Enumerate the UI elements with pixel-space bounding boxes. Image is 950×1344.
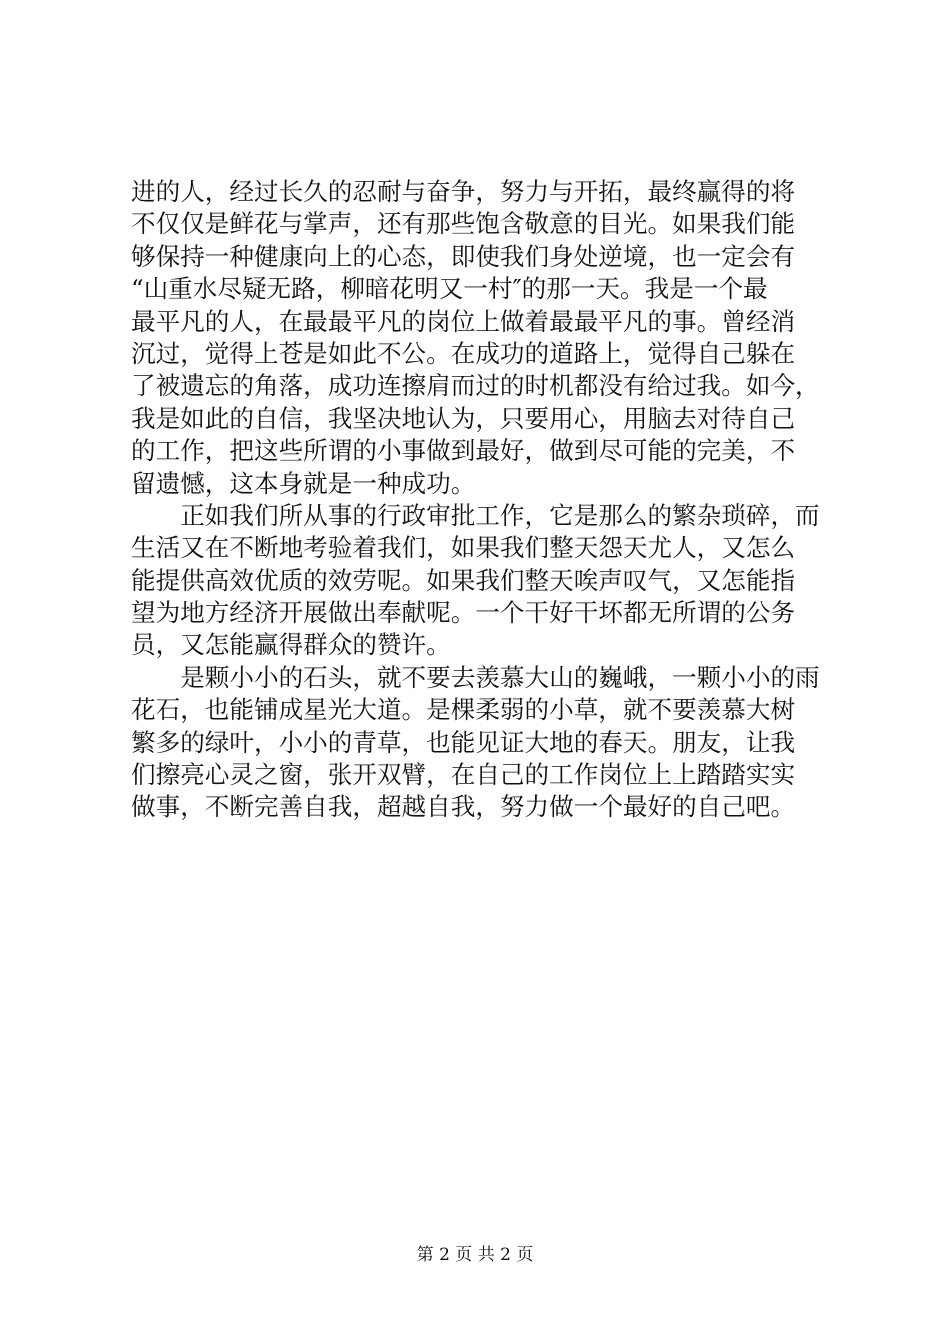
body-text [131, 176, 831, 824]
text-line: 做事，不断完善自我，超越自我，努力做一个最好的自己吧。 [131, 792, 796, 822]
text-line: 员，又怎能赢得群众的赞许。 [131, 630, 451, 660]
text-line: 够保持一种健康向上的心态，即使我们身处逆境，也一定会有 [131, 241, 796, 271]
text-line: 是颗小小的石头，就不要去羡慕大山的巍峨，一颗小小的雨 [131, 662, 820, 692]
text-line: 望为地方经济开展做出奉献呢。一个干好干坏都无所谓的公务 [131, 598, 796, 628]
text-line: 正如我们所从事的行政审批工作，它是那么的繁杂琐碎，而 [131, 500, 820, 530]
text-line: 不仅仅是鲜花与掌声，还有那些饱含敬意的目光。如果我们能 [131, 209, 796, 239]
text-line: 们擦亮心灵之窗，张开双臂，在自己的工作岗位上上踏踏实实 [131, 760, 796, 790]
text-line: 沉过，觉得上苍是如此不公。在成功的道路上，觉得自己躲在 [131, 338, 796, 368]
text-line: 生活又在不断地考验着我们，如果我们整天怨天尤人，又怎么 [131, 533, 796, 563]
text-line: 能提供高效优质的效劳呢。如果我们整天唉声叹气，又怎能指 [131, 565, 796, 595]
text-line: 最平凡的人，在最最平凡的岗位上做着最最平凡的事。曾经消 [131, 306, 796, 336]
text-line: 进的人，经过长久的忍耐与奋争，努力与开拓，最终赢得的将 [131, 177, 796, 206]
text-line: 的工作，把这些所谓的小事做到最好，做到尽可能的完美，不 [131, 436, 796, 466]
text-line: 我是如此的自信，我坚决地认为，只要用心，用脑去对待自己 [131, 403, 796, 433]
page-number-footer: 第 2 页 共 2 页 [416, 1245, 534, 1265]
text-line: “山重水尽疑无路，柳暗花明又一村″的那一天。我是一个最 [131, 274, 768, 304]
text-line: 繁多的绿叶，小小的青草，也能见证大地的春天。朋友，让我 [131, 727, 796, 757]
text-line: 了被遗忘的角落，成功连擦肩而过的时机都没有给过我。如今， [131, 371, 820, 401]
text-line: 留遗憾，这本身就是一种成功。 [131, 468, 476, 498]
text-line: 花石，也能铺成星光大道。是棵柔弱的小草，就不要羡慕大树 [131, 695, 796, 725]
